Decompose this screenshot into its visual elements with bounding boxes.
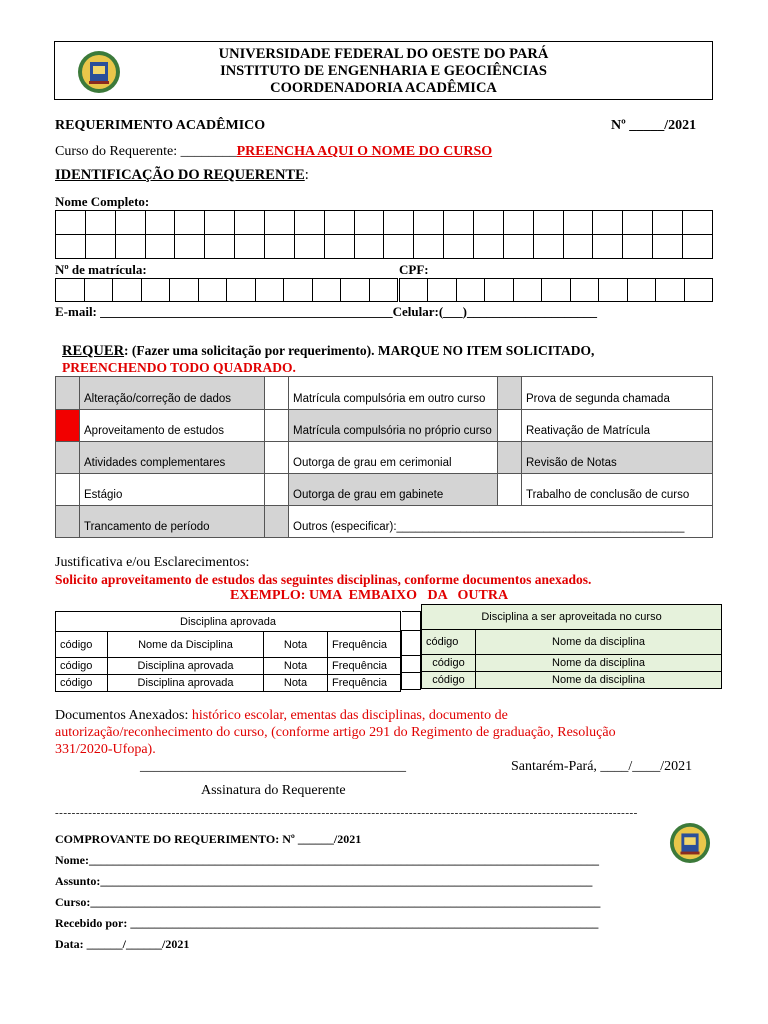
request-title: REQUERIMENTO ACADÊMICO bbox=[55, 118, 266, 133]
header-nome-disciplina-2: Nome da disciplina bbox=[476, 630, 722, 655]
option-aproveitamento: Aproveitamento de estudos bbox=[80, 410, 265, 442]
checkbox-atividades[interactable] bbox=[56, 442, 80, 474]
option-trancamento: Trancamento de período bbox=[80, 506, 265, 538]
checkbox-trancamento[interactable] bbox=[56, 506, 80, 538]
checkbox-aproveitamento[interactable] bbox=[56, 410, 80, 442]
option-outorga-cerimonial: Outorga de grau em cerimonial bbox=[289, 442, 498, 474]
nome-char-cell[interactable] bbox=[235, 211, 265, 235]
nome-char-cell[interactable] bbox=[593, 211, 623, 235]
requer-red: PREENCHENDO TODO QUADRADO. bbox=[62, 360, 296, 375]
nome-char-cell[interactable] bbox=[533, 211, 563, 235]
documentos-line-1: histórico escolar, ementas das disciplinas, documento de bbox=[191, 708, 508, 723]
cut-line: -------------------------------------------------------------------------------------------------------------------------------------------- bbox=[55, 807, 638, 819]
header-line-1: UNIVERSIDADE FEDERAL DO OESTE DO PARÁ bbox=[218, 46, 549, 62]
nome-char-cell[interactable] bbox=[653, 235, 683, 259]
matricula-char-cell[interactable] bbox=[56, 279, 85, 302]
nome-char-cell[interactable] bbox=[683, 211, 713, 235]
nome-label: Nome Completo: bbox=[55, 194, 150, 209]
option-matricula-outro-curso: Matrícula compulsória em outro curso bbox=[289, 377, 498, 410]
option-prova-segunda-chamada: Prova de segunda chamada bbox=[522, 377, 713, 410]
nome-char-cell[interactable] bbox=[414, 211, 444, 235]
matricula-char-cell[interactable] bbox=[84, 279, 113, 302]
comprovante-number[interactable]: : Nº ______/2021 bbox=[275, 832, 362, 846]
matricula-label: Nº de matrícula: bbox=[55, 262, 147, 277]
checkbox-reativacao[interactable] bbox=[498, 410, 522, 442]
header-codigo: código bbox=[56, 632, 108, 658]
nome-char-cell[interactable] bbox=[444, 211, 474, 235]
option-tcc: Trabalho de conclusão de curso bbox=[522, 474, 713, 506]
header-line-2: INSTITUTO DE ENGENHARIA E GEOCIÊNCIAS bbox=[220, 63, 547, 79]
option-matricula-proprio-curso: Matrícula compulsória no próprio curso bbox=[289, 410, 498, 442]
nome-char-cell[interactable] bbox=[115, 235, 145, 259]
cpf-char-cell[interactable] bbox=[428, 279, 456, 302]
comprovante-curso[interactable]: Curso:_____________________________________________________________________________________ bbox=[55, 895, 601, 909]
nome-char-cell[interactable] bbox=[503, 235, 533, 259]
comprovante-title: COMPROVANTE DO REQUERIMENTO bbox=[55, 832, 276, 846]
checkbox-alteracao[interactable] bbox=[56, 377, 80, 410]
nome-char-cell[interactable] bbox=[324, 211, 354, 235]
request-options-table bbox=[55, 376, 713, 538]
cpf-char-cell[interactable] bbox=[627, 279, 655, 302]
nome-char-cell[interactable] bbox=[265, 235, 295, 259]
header-codigo-2: código bbox=[422, 630, 476, 655]
disciplina-aprovada-table bbox=[55, 611, 401, 692]
row2-codigo-2[interactable]: código bbox=[422, 672, 476, 689]
documentos-anexados bbox=[55, 707, 715, 758]
row1-disciplina[interactable]: Disciplina aprovada bbox=[108, 658, 264, 675]
ident-title-text: IDENTIFICAÇÃO DO REQUERENTE bbox=[55, 167, 305, 183]
nome-char-cell[interactable] bbox=[324, 235, 354, 259]
row1-nota[interactable]: Nota bbox=[264, 658, 328, 675]
nome-char-cell[interactable] bbox=[145, 235, 175, 259]
nome-char-cell[interactable] bbox=[414, 235, 444, 259]
matricula-char-cell[interactable] bbox=[312, 279, 341, 302]
option-alteracao: Alteração/correção de dados bbox=[80, 377, 265, 410]
cpf-char-cell[interactable] bbox=[684, 279, 712, 302]
header-nota: Nota bbox=[264, 632, 328, 658]
requer-instructions: : (Fazer uma solicitação por requerimento). MARQUE NO ITEM SOLICITADO, bbox=[124, 343, 595, 358]
comprovante-nome[interactable]: Nome:_____________________________________________________________________________________ bbox=[55, 853, 599, 867]
nome-char-cell[interactable] bbox=[175, 211, 205, 235]
comprovante-recebido[interactable]: Recebido por: ______________________________________________________________________________ bbox=[55, 916, 599, 930]
curso-row bbox=[55, 144, 492, 160]
request-number[interactable]: Nº _____/2021 bbox=[611, 118, 697, 133]
cpf-label: CPF: bbox=[399, 262, 429, 277]
row1-frequencia[interactable]: Frequência bbox=[328, 658, 401, 675]
nome-char-cell[interactable] bbox=[294, 235, 324, 259]
nome-char-cell[interactable] bbox=[563, 235, 593, 259]
disciplina-aproveitada-table bbox=[421, 604, 722, 689]
option-reativacao: Reativação de Matrícula bbox=[522, 410, 713, 442]
requer-line bbox=[62, 343, 594, 360]
spacer-column bbox=[401, 611, 421, 690]
nome-char-cell[interactable] bbox=[384, 235, 414, 259]
row1-codigo-2[interactable]: código bbox=[422, 655, 476, 672]
header-box bbox=[54, 41, 713, 100]
option-outros[interactable]: Outros (especificar):_____________________________________________ bbox=[289, 506, 713, 538]
documentos-line-2: autorização/reconhecimento do curso, (conforme artigo 291 do Regimento de graduação, Resolução bbox=[55, 725, 616, 740]
row2-frequencia[interactable]: Frequência bbox=[328, 675, 401, 692]
checkbox-estagio[interactable] bbox=[56, 474, 80, 506]
header-frequencia: Frequência bbox=[328, 632, 401, 658]
nome-char-cell[interactable] bbox=[533, 235, 563, 259]
cpf-char-cell[interactable] bbox=[513, 279, 541, 302]
checkbox-outorga-gabinete[interactable] bbox=[265, 474, 289, 506]
nome-char-cell[interactable] bbox=[623, 235, 653, 259]
matricula-char-cell[interactable] bbox=[227, 279, 256, 302]
nome-char-cell[interactable] bbox=[56, 211, 86, 235]
row2-codigo[interactable]: código bbox=[56, 675, 108, 692]
matricula-char-cell[interactable] bbox=[369, 279, 398, 302]
nome-char-cell[interactable] bbox=[205, 211, 235, 235]
option-revisao-notas: Revisão de Notas bbox=[522, 442, 713, 474]
nome-char-cell[interactable] bbox=[354, 235, 384, 259]
checkbox-matricula-outro-curso[interactable] bbox=[265, 377, 289, 410]
ident-title bbox=[55, 167, 309, 184]
curso-field[interactable]: PREENCHA AQUI O NOME DO CURSO bbox=[236, 144, 493, 159]
documentos-label: Documentos Anexados: bbox=[55, 708, 192, 723]
place-date[interactable]: Santarém-Pará, ____/____/2021 bbox=[511, 759, 693, 774]
nome-char-cell[interactable] bbox=[653, 211, 683, 235]
nome-char-cell[interactable] bbox=[145, 211, 175, 235]
matricula-grid[interactable] bbox=[55, 278, 398, 302]
header-line-3: COORDENADORIA ACADÊMICA bbox=[270, 80, 497, 96]
cpf-char-cell[interactable] bbox=[656, 279, 684, 302]
nome-char-cell[interactable] bbox=[444, 235, 474, 259]
row2-disciplina-2[interactable]: Nome da disciplina bbox=[476, 672, 722, 689]
comprovante-data[interactable]: Data: ______/______/2021 bbox=[55, 937, 190, 951]
signature-label: Assinatura do Requerente bbox=[201, 783, 346, 798]
checkbox-revisao-notas[interactable] bbox=[498, 442, 522, 474]
matricula-char-cell[interactable] bbox=[341, 279, 370, 302]
requer-label: REQUER bbox=[62, 343, 125, 359]
exemplo-text: EXEMPLO: UMA EMBAIXO DA OUTRA bbox=[230, 588, 509, 603]
matricula-char-cell[interactable] bbox=[255, 279, 284, 302]
nome-char-cell[interactable] bbox=[474, 235, 504, 259]
cpf-char-cell[interactable] bbox=[599, 279, 627, 302]
row2-nota[interactable]: Nota bbox=[264, 675, 328, 692]
matricula-char-cell[interactable] bbox=[141, 279, 170, 302]
curso-label: Curso do Requerente: ________ bbox=[55, 144, 237, 159]
matricula-char-cell[interactable] bbox=[284, 279, 313, 302]
nome-char-cell[interactable] bbox=[474, 211, 504, 235]
nome-char-cell[interactable] bbox=[294, 211, 324, 235]
matricula-char-cell[interactable] bbox=[170, 279, 199, 302]
nome-char-cell[interactable] bbox=[235, 235, 265, 259]
nome-char-cell[interactable] bbox=[354, 211, 384, 235]
documentos-line-3: 331/2020-Ufopa). bbox=[55, 742, 156, 757]
checkbox-outorga-cerimonial[interactable] bbox=[265, 442, 289, 474]
ident-colon: : bbox=[304, 167, 309, 183]
nome-char-cell[interactable] bbox=[593, 235, 623, 259]
matricula-char-cell[interactable] bbox=[198, 279, 227, 302]
nome-char-cell[interactable] bbox=[56, 235, 86, 259]
cpf-char-cell[interactable] bbox=[570, 279, 598, 302]
disciplina-aproveitada-title: Disciplina a ser aproveitada no curso bbox=[422, 605, 722, 630]
nome-char-cell[interactable] bbox=[563, 211, 593, 235]
comprovante-assunto[interactable]: Assunto:__________________________________________________________________________________ bbox=[55, 874, 593, 888]
nome-char-cell[interactable] bbox=[85, 211, 115, 235]
checkbox-prova-segunda-chamada[interactable] bbox=[498, 377, 522, 410]
cpf-char-cell[interactable] bbox=[485, 279, 513, 302]
nome-char-cell[interactable] bbox=[175, 235, 205, 259]
option-atividades: Atividades complementares bbox=[80, 442, 265, 474]
header-nome-disciplina: Nome da Disciplina bbox=[108, 632, 264, 658]
nome-char-cell[interactable] bbox=[503, 211, 533, 235]
nome-char-cell[interactable] bbox=[623, 211, 653, 235]
justificativa-text[interactable]: Solicito aproveitamento de estudos das seguintes disciplinas, conforme documentos anexados. bbox=[55, 572, 592, 587]
nome-grid[interactable] bbox=[55, 210, 713, 259]
nome-char-cell[interactable] bbox=[115, 211, 145, 235]
disciplina-aprovada-title: Disciplina aprovada bbox=[56, 612, 401, 632]
option-outorga-gabinete: Outorga de grau em gabinete bbox=[289, 474, 498, 506]
row1-codigo[interactable]: código bbox=[56, 658, 108, 675]
checkbox-matricula-proprio-curso[interactable] bbox=[265, 410, 289, 442]
matricula-char-cell[interactable] bbox=[113, 279, 142, 302]
checkbox-tcc[interactable] bbox=[498, 474, 522, 506]
checkbox-outros[interactable] bbox=[265, 506, 289, 538]
nome-char-cell[interactable] bbox=[85, 235, 115, 259]
comprovante-title-row bbox=[55, 832, 361, 847]
nome-char-cell[interactable] bbox=[683, 235, 713, 259]
nome-char-cell[interactable] bbox=[205, 235, 235, 259]
nome-char-cell[interactable] bbox=[265, 211, 295, 235]
justificativa-label: Justificativa e/ou Esclarecimentos: bbox=[55, 555, 250, 570]
signature-line[interactable]: ______________________________________ bbox=[140, 759, 406, 774]
row1-disciplina-2[interactable]: Nome da disciplina bbox=[476, 655, 722, 672]
cpf-char-cell[interactable] bbox=[542, 279, 570, 302]
option-estagio: Estágio bbox=[80, 474, 265, 506]
cpf-char-cell[interactable] bbox=[400, 279, 428, 302]
cpf-grid[interactable] bbox=[399, 278, 713, 302]
email-celular-line[interactable]: E-mail: _____________________________________________Celular:(___)____________________ bbox=[55, 304, 598, 319]
cpf-char-cell[interactable] bbox=[456, 279, 484, 302]
row2-disciplina[interactable]: Disciplina aprovada bbox=[108, 675, 264, 692]
nome-char-cell[interactable] bbox=[384, 211, 414, 235]
